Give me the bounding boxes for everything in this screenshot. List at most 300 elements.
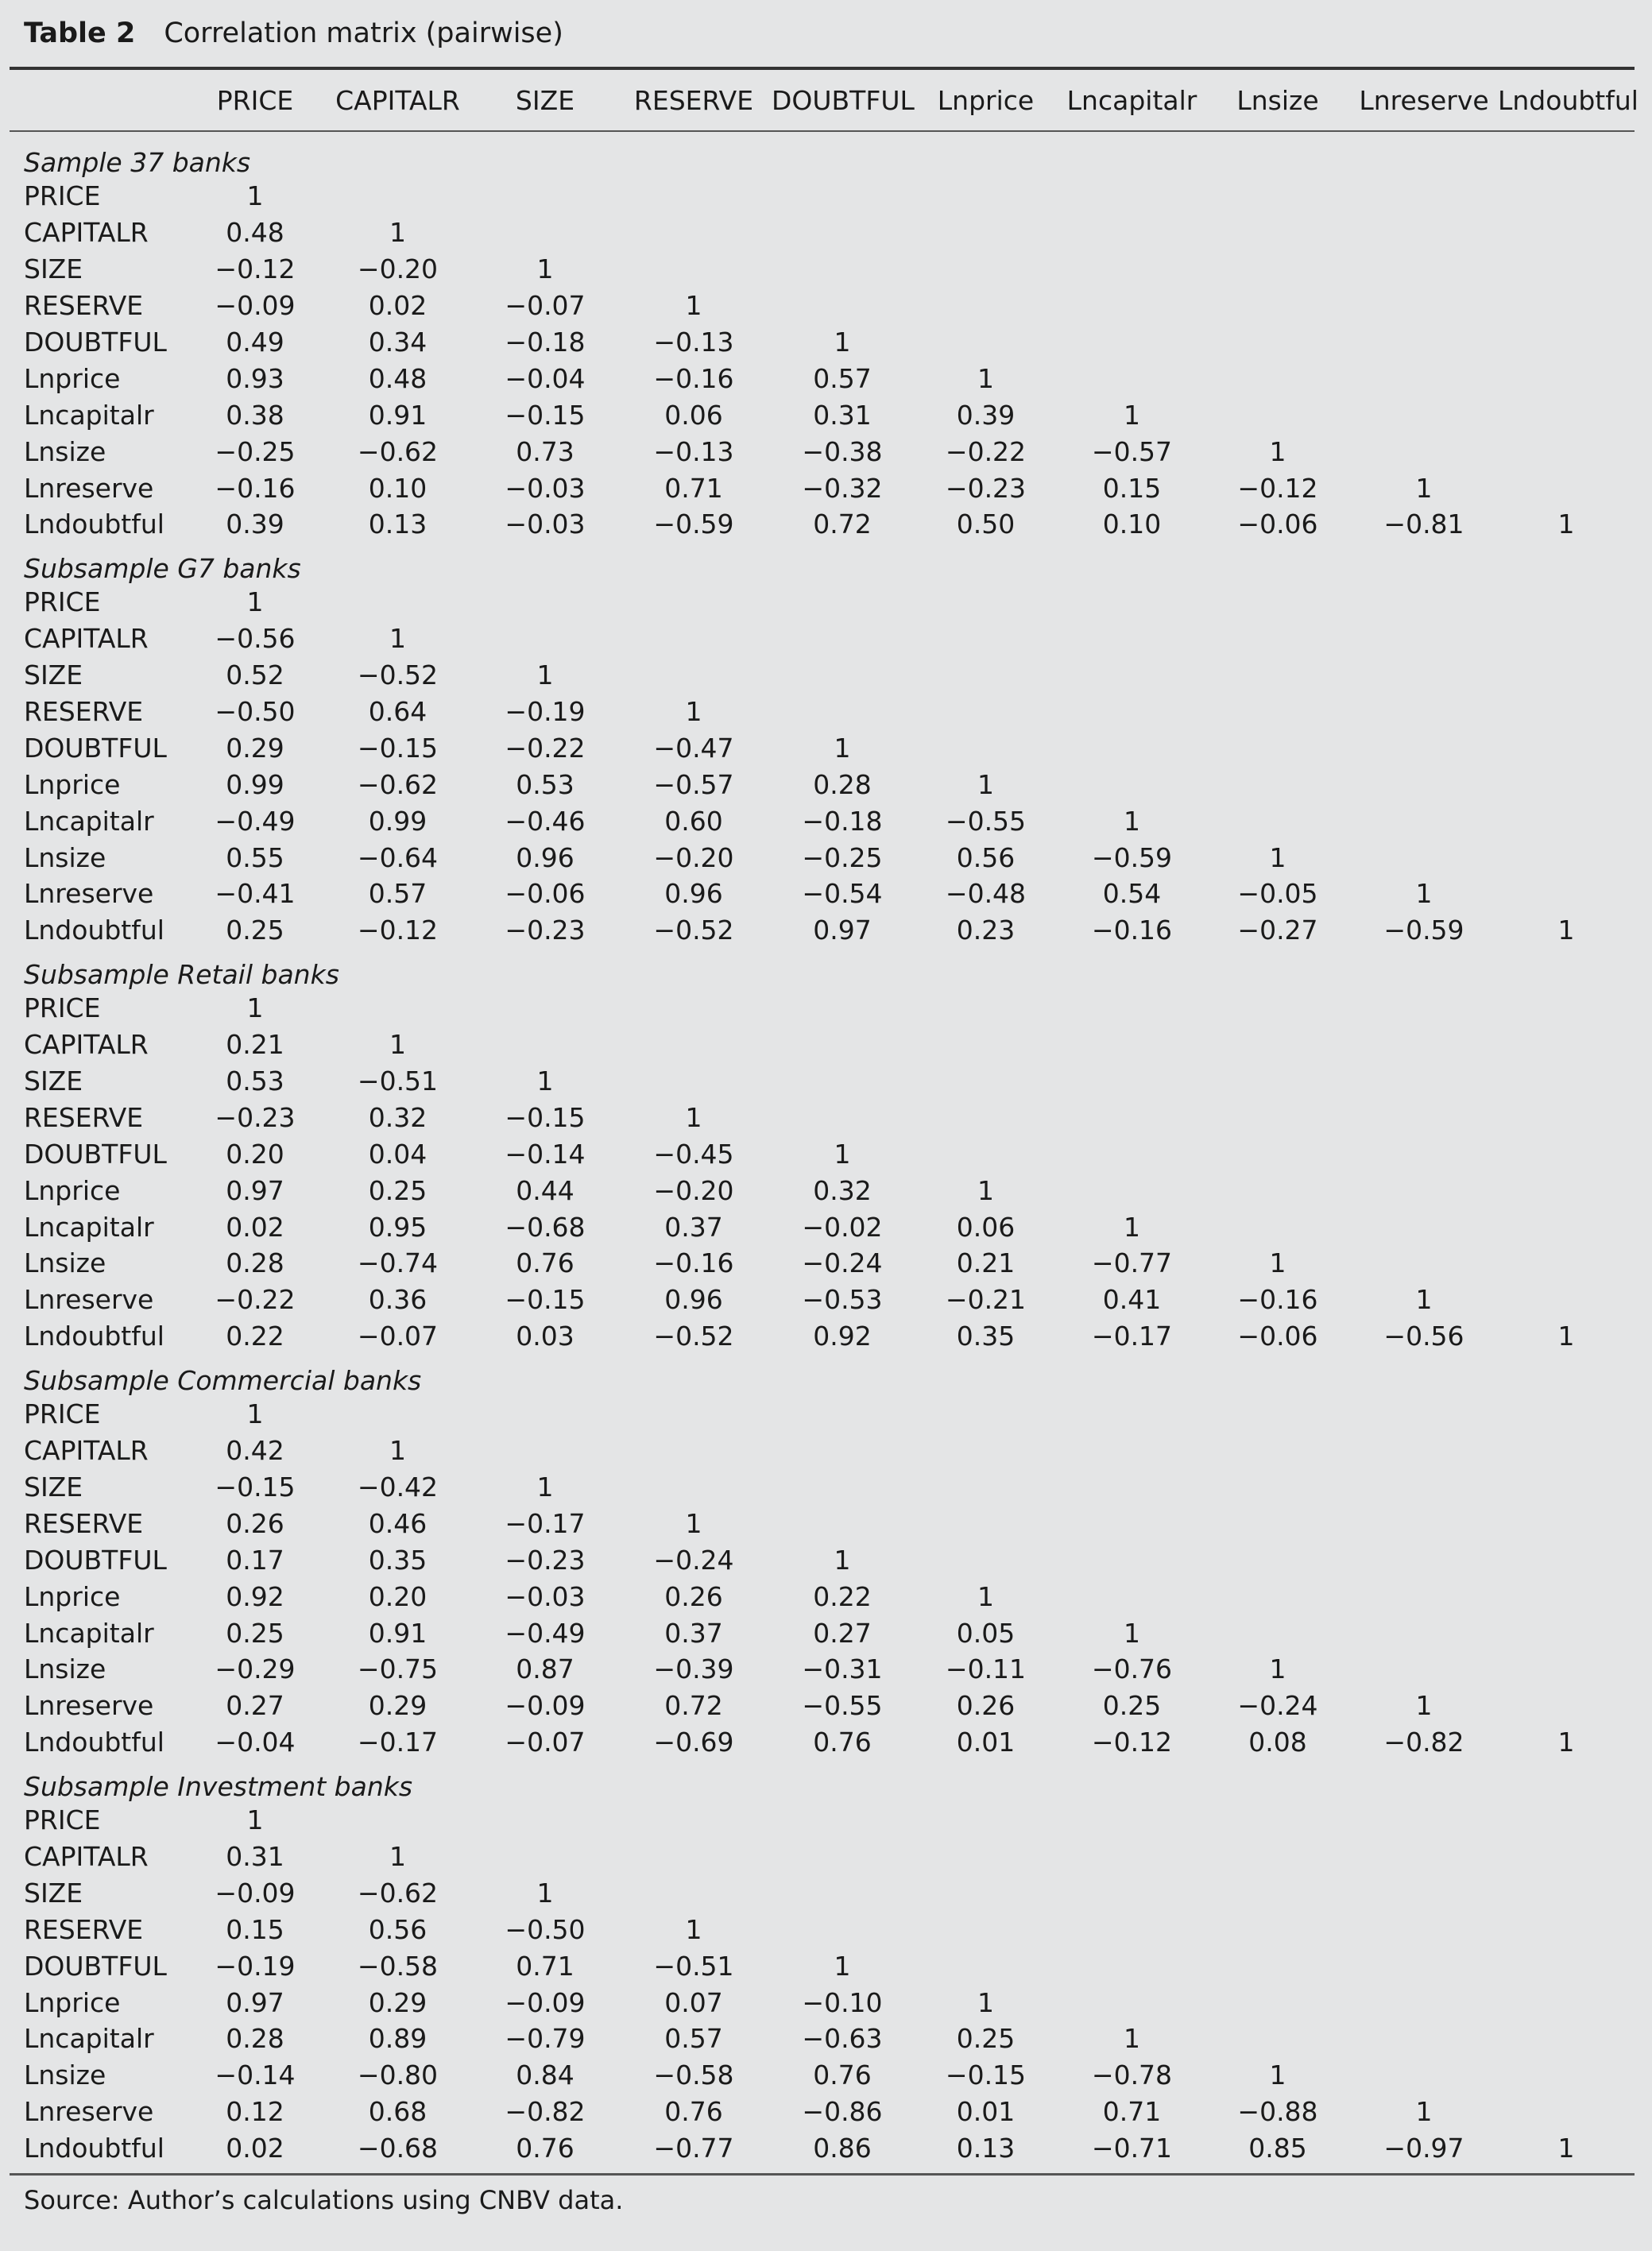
table-cell: −0.59 <box>1383 915 1464 946</box>
table-cell: 0.46 <box>368 1507 428 1539</box>
table-cell <box>1350 1099 1498 1135</box>
table-cell: 0.37 <box>664 1211 723 1243</box>
table-cell <box>1498 2094 1635 2130</box>
table-cell: 1 <box>1124 805 1140 837</box>
table-cell <box>1205 1839 1350 1875</box>
row-label: Lndoubtful <box>24 915 164 946</box>
table-cell <box>474 178 616 215</box>
row-label: CAPITALR <box>24 1029 149 1061</box>
table-cell <box>474 990 616 1027</box>
table-cell <box>1350 1396 1498 1433</box>
table-cell: 0.56 <box>956 841 1016 873</box>
row-label: Lncapitalr <box>24 399 154 431</box>
table-cell <box>1498 1651 1635 1688</box>
table-cell <box>1498 1615 1635 1651</box>
row-label: DOUBTFUL <box>24 732 167 764</box>
table-cell <box>1058 584 1205 621</box>
table-cell: 0.31 <box>226 1840 284 1872</box>
table-cell: 1 <box>977 362 994 394</box>
table-cell: 0.52 <box>226 659 284 691</box>
table-cell <box>1498 2021 1635 2057</box>
table-row <box>10 1469 1635 1506</box>
table-cell: 1 <box>1415 878 1433 910</box>
row-label: DOUBTFUL <box>24 1138 167 1170</box>
table-cell: 0.34 <box>368 327 428 358</box>
table-cell <box>1205 766 1350 803</box>
table-row <box>10 1724 1635 1761</box>
table-cell: 0.28 <box>226 1247 284 1279</box>
row-label: Lnreserve <box>24 878 154 910</box>
table-cell: −0.19 <box>505 696 586 728</box>
table-cell: −0.50 <box>215 696 296 728</box>
table-cell <box>772 1911 913 1947</box>
table-cell <box>1498 288 1635 324</box>
table-cell: 0.96 <box>664 878 723 910</box>
table-cell <box>1205 1396 1350 1433</box>
table-cell <box>1058 360 1205 396</box>
table-cell: −0.58 <box>653 2060 734 2091</box>
table-cell: 0.07 <box>664 1986 723 2018</box>
table-cell <box>1058 1839 1205 1875</box>
table-cell: −0.06 <box>505 878 586 910</box>
table-cell: −0.07 <box>357 1321 439 1352</box>
table-cell: 0.42 <box>226 1435 284 1467</box>
table-cell <box>1350 584 1498 621</box>
row-label: Lnreserve <box>24 1284 154 1316</box>
table-row <box>10 1911 1635 1947</box>
table-cell: −0.06 <box>1237 509 1318 540</box>
table-cell <box>1498 694 1635 730</box>
table-cell <box>1498 1947 1635 1984</box>
table-row <box>10 766 1635 803</box>
row-label: RESERVE <box>24 290 144 322</box>
table-row <box>10 470 1635 506</box>
table-row <box>10 1839 1635 1875</box>
table-cell: −0.55 <box>945 805 1027 837</box>
table-cell: 0.53 <box>516 768 575 800</box>
table-cell <box>1350 694 1498 730</box>
table-cell: 0.49 <box>226 327 284 358</box>
table-cell <box>1350 729 1498 766</box>
table-cell <box>1350 1469 1498 1506</box>
table-cell <box>913 288 1058 324</box>
table-cell <box>1350 1578 1498 1615</box>
table-cell <box>1205 288 1350 324</box>
table-cell: 1 <box>1557 2133 1575 2164</box>
table-cell: −0.23 <box>945 472 1027 504</box>
table-cell: −0.16 <box>653 1247 734 1279</box>
table-cell: −0.80 <box>357 2060 439 2091</box>
table-cell: 0.25 <box>368 1174 428 1206</box>
table-cell: 0.03 <box>516 1321 575 1352</box>
table-cell: −0.15 <box>215 1471 296 1503</box>
column-header: Lnprice <box>913 70 1058 131</box>
row-label: Lnreserve <box>24 1690 154 1722</box>
table-row <box>10 1433 1635 1469</box>
table-cell: −0.15 <box>505 399 586 431</box>
table-cell <box>772 657 913 694</box>
table-cell: 1 <box>1415 2096 1433 2128</box>
table-cell <box>1498 324 1635 361</box>
table-row <box>10 1396 1635 1433</box>
table-cell: −0.31 <box>802 1653 883 1685</box>
table-cell: −0.68 <box>505 1211 586 1243</box>
table-cell: −0.78 <box>1091 2060 1173 2091</box>
table-cell: 0.97 <box>226 1986 284 2018</box>
table-cell: 0.92 <box>813 1321 872 1352</box>
table-cell <box>1205 1027 1350 1063</box>
table-cell: 0.89 <box>368 2023 428 2055</box>
table-cell <box>1058 1947 1205 1984</box>
table-cell <box>321 1396 474 1433</box>
row-label: Lncapitalr <box>24 2023 154 2055</box>
table-cell: 1 <box>246 1398 264 1430</box>
table-cell: 1 <box>1124 1211 1140 1243</box>
table-cell: 0.64 <box>368 696 428 728</box>
row-label: Lndoubtful <box>24 509 164 540</box>
table-cell: −0.09 <box>215 1877 296 1909</box>
table-cell: 0.12 <box>226 2096 284 2128</box>
table-cell: 1 <box>685 696 702 728</box>
table-cell: 0.26 <box>664 1580 723 1612</box>
table-cell: −0.03 <box>505 509 586 540</box>
table-cell <box>1350 288 1498 324</box>
header-corner <box>10 70 189 131</box>
table-cell <box>1498 251 1635 288</box>
table-cell <box>1498 215 1635 251</box>
table-cell: 1 <box>834 1950 851 1982</box>
table-cell <box>1205 1433 1350 1469</box>
table-cell <box>616 1433 772 1469</box>
table-cell <box>616 251 772 288</box>
table-cell: 0.76 <box>813 1727 872 1758</box>
table-cell <box>1205 694 1350 730</box>
table-cell <box>1350 360 1498 396</box>
table-cell <box>616 990 772 1027</box>
row-label: Lnsize <box>24 2060 106 2091</box>
table-cell: −0.38 <box>802 435 883 467</box>
row-label: PRICE <box>24 1804 101 1836</box>
table-cell <box>616 657 772 694</box>
table-cell: 1 <box>1269 2060 1286 2091</box>
table-cell: −0.58 <box>357 1950 439 1982</box>
table-row <box>10 657 1635 694</box>
table-cell: 1 <box>1557 1727 1575 1758</box>
table-cell: −0.12 <box>1091 1727 1173 1758</box>
table-cell <box>1058 621 1205 657</box>
table-cell: 0.39 <box>956 399 1016 431</box>
table-cell <box>1205 1063 1350 1100</box>
row-label: Lnprice <box>24 1580 121 1612</box>
row-label: Lnprice <box>24 362 121 394</box>
table-cell: −0.79 <box>505 2023 586 2055</box>
table-cell <box>913 1063 1058 1100</box>
table-cell <box>1498 803 1635 839</box>
table-cell: 0.26 <box>226 1507 284 1539</box>
table-cell <box>1498 470 1635 506</box>
table-body <box>10 131 1635 2167</box>
table-cell <box>474 621 616 657</box>
table-cell: −0.20 <box>653 1174 734 1206</box>
table-cell <box>772 694 913 730</box>
table-row <box>10 1318 1635 1355</box>
row-label: SIZE <box>24 1877 83 1909</box>
table-row <box>10 803 1635 839</box>
table-cell <box>1350 990 1498 1027</box>
table-cell: −0.03 <box>505 1580 586 1612</box>
table-cell <box>1205 324 1350 361</box>
table-cell <box>1498 1541 1635 1578</box>
table-cell: 0.86 <box>813 2133 872 2164</box>
table-cell: −0.05 <box>1237 878 1318 910</box>
table-cell: −0.20 <box>357 253 439 285</box>
table-cell <box>1498 1874 1635 1911</box>
table-cell: 0.85 <box>1248 2133 1307 2164</box>
table-cell: 0.17 <box>226 1544 284 1576</box>
table-cell: 1 <box>1269 841 1286 873</box>
table-cell: −0.06 <box>1237 1321 1318 1352</box>
table-cell <box>1350 1839 1498 1875</box>
table-cell: 0.10 <box>368 472 428 504</box>
table-cell: −0.52 <box>653 1321 734 1352</box>
table-cell <box>1058 1802 1205 1839</box>
table-cell <box>1205 178 1350 215</box>
table-cell <box>1498 360 1635 396</box>
table-cell: 1 <box>1557 1321 1575 1352</box>
table-cell: 0.41 <box>1102 1284 1162 1316</box>
table-cell: 0.25 <box>1102 1690 1162 1722</box>
table-cell <box>616 1469 772 1506</box>
table-cell: 0.76 <box>516 2133 575 2164</box>
table-cell: −0.49 <box>505 1617 586 1649</box>
table-cell: 1 <box>1269 435 1286 467</box>
table-cell <box>1498 1027 1635 1063</box>
table-cell <box>1350 1172 1498 1209</box>
table-cell: −0.13 <box>653 435 734 467</box>
table-cell: 0.96 <box>664 1284 723 1316</box>
table-row <box>10 1615 1635 1651</box>
table-cell <box>772 1802 913 1839</box>
table-cell: −0.62 <box>357 435 439 467</box>
table-cell: 1 <box>834 732 851 764</box>
row-label: SIZE <box>24 1471 83 1503</box>
table-cell: 0.26 <box>956 1690 1016 1722</box>
table-cell <box>1205 657 1350 694</box>
table-row <box>10 288 1635 324</box>
table-cell: 0.48 <box>226 217 284 249</box>
table-cell <box>1350 251 1498 288</box>
table-cell <box>913 324 1058 361</box>
row-label: Lndoubtful <box>24 1321 164 1352</box>
table-cell: −0.49 <box>215 805 296 837</box>
table-cell <box>1498 1469 1635 1506</box>
table-cell <box>1350 1651 1498 1688</box>
table-row <box>10 2057 1635 2094</box>
table-cell <box>913 1396 1058 1433</box>
table-cell: 1 <box>389 1029 406 1061</box>
table-cell: 0.28 <box>813 768 872 800</box>
table-cell: 0.39 <box>226 509 284 540</box>
table-row <box>10 839 1635 876</box>
table-cell <box>1498 396 1635 433</box>
table-cell: 0.53 <box>226 1066 284 1097</box>
table-cell: 0.15 <box>226 1913 284 1945</box>
table-cell <box>1205 2021 1350 2057</box>
table-cell: 0.54 <box>1102 878 1162 910</box>
table-cell: 0.02 <box>226 1211 284 1243</box>
table-cell <box>1205 729 1350 766</box>
table-row <box>10 1874 1635 1911</box>
table-cell <box>1350 803 1498 839</box>
table-cell: 0.71 <box>664 472 723 504</box>
table-cell <box>1498 657 1635 694</box>
section-header-row <box>10 131 1635 178</box>
row-label: RESERVE <box>24 696 144 728</box>
table-cell <box>474 1396 616 1433</box>
table-cell <box>913 1469 1058 1506</box>
table-cell <box>1205 215 1350 251</box>
table-cell: 0.76 <box>516 1247 575 1279</box>
table-cell <box>1350 324 1498 361</box>
table-cell: −0.16 <box>215 472 296 504</box>
section-title: Subsample Investment banks <box>24 1770 413 1802</box>
table-row <box>10 990 1635 1027</box>
table-cell: 0.22 <box>226 1321 284 1352</box>
table-cell: −0.07 <box>505 1727 586 1758</box>
table-cell <box>772 1433 913 1469</box>
table-cell <box>1350 433 1498 470</box>
table-cell <box>474 584 616 621</box>
table-cell <box>772 251 913 288</box>
table-cell: 0.15 <box>1102 472 1162 504</box>
column-header: SIZE <box>474 70 616 131</box>
table-cell <box>1350 766 1498 803</box>
table-row <box>10 1802 1635 1839</box>
table-cell: 0.57 <box>813 362 872 394</box>
table-cell: 0.22 <box>813 1580 872 1612</box>
table-cell <box>1350 1874 1498 1911</box>
table-cell <box>1058 1135 1205 1172</box>
table-cell: 0.29 <box>368 1986 428 2018</box>
row-label: PRICE <box>24 180 101 212</box>
table-cell: −0.20 <box>653 841 734 873</box>
table-cell <box>1350 621 1498 657</box>
column-header: Lnreserve <box>1350 70 1498 131</box>
table-cell: 1 <box>1557 915 1575 946</box>
row-label: SIZE <box>24 1066 83 1097</box>
table-cell: 1 <box>977 768 994 800</box>
table-cell: −0.15 <box>945 2060 1027 2091</box>
section-title: Subsample G7 banks <box>24 552 301 584</box>
table-cell: −0.71 <box>1091 2133 1173 2164</box>
table-cell: 1 <box>536 1066 554 1097</box>
table-cell: −0.62 <box>357 768 439 800</box>
table-cell: 0.84 <box>516 2060 575 2091</box>
table-row <box>10 1947 1635 1984</box>
table-cell: 1 <box>1124 1617 1140 1649</box>
table-cell: 0.55 <box>226 841 284 873</box>
table-cell <box>1058 288 1205 324</box>
table-cell <box>772 215 913 251</box>
table-cell <box>913 694 1058 730</box>
table-cell: −0.64 <box>357 841 439 873</box>
table-cell: −0.46 <box>505 805 586 837</box>
table-cell: 0.99 <box>226 768 284 800</box>
table-cell: −0.19 <box>215 1950 296 1982</box>
table-row <box>10 876 1635 912</box>
table-cell <box>772 990 913 1027</box>
table-cell: 0.29 <box>226 732 284 764</box>
table-cell: 1 <box>1415 1690 1433 1722</box>
table-cell: −0.18 <box>802 805 883 837</box>
table-cell <box>913 1839 1058 1875</box>
table-cell <box>1058 1541 1205 1578</box>
table-cell <box>616 1802 772 1839</box>
table-cell <box>1350 1505 1498 1541</box>
table-cell <box>1058 1505 1205 1541</box>
table-cell <box>1205 621 1350 657</box>
table-cell: −0.23 <box>215 1101 296 1133</box>
table-cell <box>321 1802 474 1839</box>
table-cell <box>1350 657 1498 694</box>
table-cell: 0.87 <box>516 1653 575 1685</box>
table-cell <box>616 1027 772 1063</box>
correlation-table <box>10 70 1638 2167</box>
row-label: Lnsize <box>24 1653 106 1685</box>
table-cell: 0.57 <box>664 2023 723 2055</box>
table-cell: 0.27 <box>813 1617 872 1649</box>
table-cell <box>1498 1172 1635 1209</box>
table-cell: 1 <box>246 992 264 1024</box>
table-cell: 0.91 <box>368 399 428 431</box>
table-row <box>10 1209 1635 1245</box>
table-cell: −0.77 <box>1091 1247 1173 1279</box>
table-caption: Correlation matrix (pairwise) <box>164 17 563 49</box>
table-cell: 0.99 <box>368 805 428 837</box>
table-cell: −0.81 <box>1383 509 1464 540</box>
table-cell <box>1350 2021 1498 2057</box>
row-label: Lnprice <box>24 1174 121 1206</box>
row-label: Lnprice <box>24 768 121 800</box>
table-cell <box>772 1839 913 1875</box>
table-cell: −0.22 <box>215 1284 296 1316</box>
table-cell <box>913 1947 1058 1984</box>
table-cell: −0.82 <box>505 2096 586 2128</box>
table-cell <box>474 215 616 251</box>
table-cell: 1 <box>834 1544 851 1576</box>
table-cell: 0.10 <box>1102 509 1162 540</box>
table-row <box>10 1063 1635 1100</box>
table-cell <box>1498 433 1635 470</box>
table-cell <box>1498 1984 1635 2021</box>
table-row <box>10 912 1635 949</box>
table-cell: −0.51 <box>653 1950 734 1982</box>
table-cell <box>1498 1839 1635 1875</box>
table-cell: −0.04 <box>215 1727 296 1758</box>
table-cell: −0.23 <box>505 1544 586 1576</box>
table-cell: 0.37 <box>664 1617 723 1649</box>
table-cell: −0.59 <box>653 509 734 540</box>
table-cell: 1 <box>246 586 264 618</box>
table-cell: 1 <box>536 253 554 285</box>
table-cell: −0.16 <box>1237 1284 1318 1316</box>
table-cell: −0.22 <box>505 732 586 764</box>
table-cell <box>1205 803 1350 839</box>
table-cell <box>1498 729 1635 766</box>
table-cell <box>1205 1802 1350 1839</box>
table-cell: −0.14 <box>215 2060 296 2091</box>
row-label: DOUBTFUL <box>24 1544 167 1576</box>
